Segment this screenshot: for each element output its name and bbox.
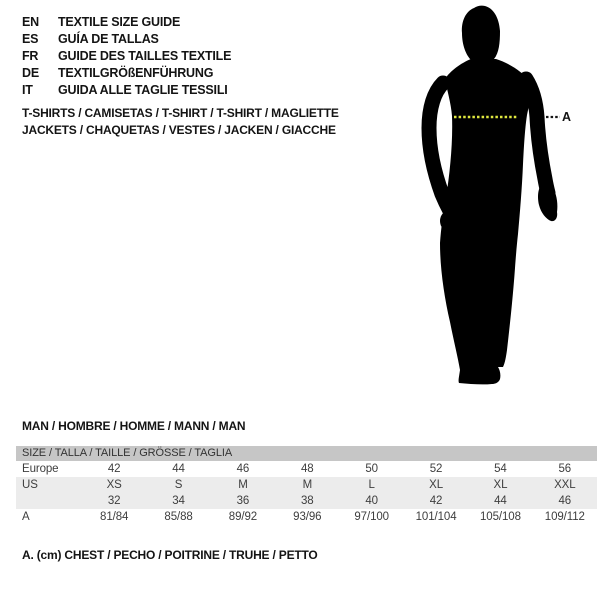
size-cell: 42 bbox=[429, 495, 443, 507]
size-cell: S bbox=[174, 479, 183, 491]
lang-code: EN bbox=[22, 15, 39, 29]
size-cell: 52 bbox=[429, 463, 443, 475]
size-cell: 34 bbox=[172, 495, 185, 507]
man-silhouette-head bbox=[462, 6, 500, 63]
man-silhouette-right-hand bbox=[538, 182, 557, 221]
size-cell: 56 bbox=[558, 463, 572, 475]
size-cell: 46 bbox=[558, 495, 572, 507]
size-cell: 50 bbox=[365, 463, 378, 475]
size-cell: L bbox=[368, 479, 375, 491]
size-row-chest bbox=[16, 509, 597, 525]
size-cell: 48 bbox=[301, 463, 314, 475]
size-cell: 93/96 bbox=[293, 511, 322, 523]
size-cell: XL bbox=[429, 479, 443, 491]
lang-label: GUIDA ALLE TAGLIE TESSILI bbox=[58, 83, 228, 97]
category-jackets: JACKETS / CHAQUETAS / VESTES / JACKEN / GIACCHE bbox=[22, 123, 336, 137]
measure-label-a: A bbox=[562, 110, 572, 124]
size-cell: 101/104 bbox=[415, 511, 457, 523]
size-cell: 46 bbox=[236, 463, 250, 475]
row-label: A bbox=[22, 511, 30, 523]
size-cell: 85/88 bbox=[164, 511, 193, 523]
row-label bbox=[16, 493, 82, 509]
size-cell: 97/100 bbox=[354, 511, 389, 523]
man-silhouette-right-arm bbox=[526, 79, 548, 193]
size-table bbox=[16, 446, 597, 525]
man-silhouette-left-hand bbox=[440, 210, 460, 232]
size-cell: 81/84 bbox=[100, 511, 129, 523]
size-cell: 40 bbox=[365, 495, 378, 507]
lang-code: ES bbox=[22, 32, 39, 46]
lang-code: IT bbox=[22, 83, 33, 97]
section-title-man: MAN / HOMBRE / HOMME / MANN / MAN bbox=[22, 419, 246, 433]
size-cell: 54 bbox=[494, 463, 507, 475]
lang-label: TEXTILGRÖßENFÜHRUNG bbox=[58, 66, 214, 80]
size-cell: 44 bbox=[172, 463, 185, 475]
size-row-us bbox=[16, 477, 597, 493]
size-cell: 105/108 bbox=[480, 511, 521, 523]
row-label: Europe bbox=[22, 463, 59, 475]
measurement-footnote: A. (cm) CHEST / PECHO / POITRINE / TRUHE / PETTO bbox=[22, 548, 318, 562]
size-cell: 44 bbox=[494, 495, 507, 507]
lang-code: FR bbox=[22, 49, 39, 63]
size-cell: XXL bbox=[554, 479, 576, 491]
lang-label: TEXTILE SIZE GUIDE bbox=[58, 15, 181, 29]
size-cell: 32 bbox=[107, 495, 121, 507]
category-tshirts: T-SHIRTS / CAMISETAS / T-SHIRT / T-SHIRT / MAGLIETTE bbox=[22, 106, 339, 120]
row-label: US bbox=[22, 479, 38, 491]
size-cell: XS bbox=[106, 479, 122, 491]
size-cell: M bbox=[238, 479, 248, 491]
size-cell: 89/92 bbox=[228, 511, 258, 523]
size-cell: 42 bbox=[107, 463, 121, 475]
lang-code: DE bbox=[22, 66, 39, 80]
lang-label: GUÍA DE TALLAS bbox=[58, 32, 159, 46]
size-row-europe bbox=[16, 461, 597, 477]
size-cell: 38 bbox=[301, 495, 314, 507]
size-cell: XL bbox=[493, 479, 508, 491]
size-cell: M bbox=[302, 479, 313, 491]
size-cell: 36 bbox=[236, 495, 250, 507]
lang-label: GUIDE DES TAILLES TEXTILE bbox=[58, 49, 232, 63]
size-cell: 109/112 bbox=[544, 511, 585, 523]
size-row-us-numeric bbox=[16, 493, 597, 509]
size-table-header: SIZE / TALLA / TAILLE / GRÖSSE / TAGLIA bbox=[16, 446, 597, 461]
